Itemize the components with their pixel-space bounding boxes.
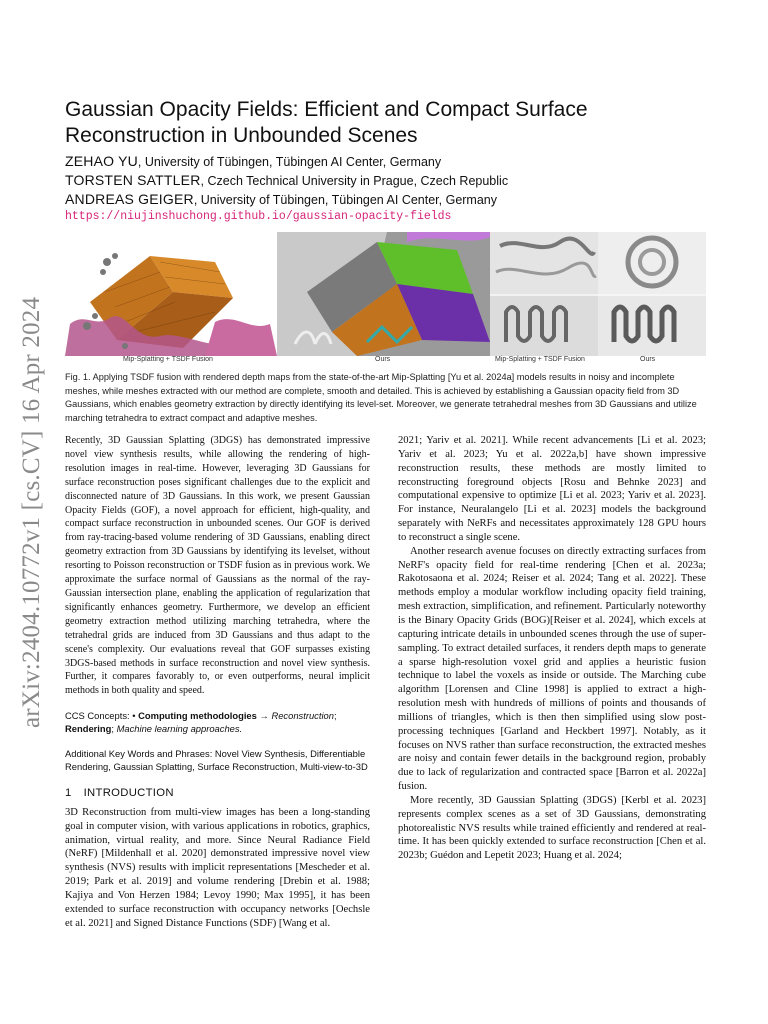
author-affiliation: , University of Tübingen, Tübingen AI Center, Germany bbox=[193, 193, 498, 207]
section-title: INTRODUCTION bbox=[83, 787, 174, 800]
ccs-concepts bbox=[65, 709, 370, 735]
ccs-term: Computing methodologies bbox=[138, 710, 257, 722]
figure-caption: Fig. 1. Applying TSDF fusion with rendered depth maps from the state-of-the-art Mip-Splatting [Yu et al. 2024a] models results in noisy and incomplete meshes, while meshes extracted with our method are complete, smooth and detailed. This is achieved by establishing a Gaussian opacity field from 3D Gaussians, which enables geometry extraction by directly identifying its level-set. Moreover, we generate tetrahedral meshes from 3D Gaussians and utilize marching tetrahedra to extract compact and adaptive meshes. bbox=[65, 372, 697, 423]
teaser-figure bbox=[65, 232, 706, 367]
teaser-label: Ours bbox=[375, 356, 391, 363]
section-heading bbox=[65, 787, 370, 801]
ccs-term: Rendering bbox=[65, 723, 112, 735]
project-url-link[interactable]: https://niujinshuchong.github.io/gaussian-opacity-fields bbox=[65, 210, 452, 223]
section-number: 1 bbox=[65, 787, 72, 800]
author-line bbox=[65, 171, 705, 190]
body-paragraph: Another research avenue focuses on directly extracting surfaces from NeRF's opacity field for real-time rendering [Chen et al. 2023a; Rakotosaona et al. 2024; Reiser et al. 2024; Tang et al. 2022]. These methods employ a modular workflow including opacity field training, mesh extraction, simplification, and refinement. Particularly noteworthy is the Binary Opacity Grids (BOG)[Reiser et al. 2024], which excels at capturing intricate details in unbounded scenes through the use of super-sampling. To extract detailed surfaces, it renders depth maps to generate a sparse high-resolution voxel grid and applies a heuristic fusion technique to label the voxels as inside or outside. The Marching cube algorithm [Lorensen and Cline 1998] is applied to extract a high-resolution mesh with hundreds of millions of points and thousands of millions of triangles, which is then then simplified using slow post-processing techniques [Garland and Heckbert 1997]. Notably, as it focuses on NVS rather than surface reconstruction, the extracted meshes are noisy and contain fewer details in the background region, probably due to lack of regularization and contracted space [Barron et al. 2022a] fusion. bbox=[398, 545, 706, 793]
author-affiliation: , University of Tübingen, Tübingen AI Center, Germany bbox=[137, 155, 442, 169]
arxiv-stamp: arXiv:2404.10772v1 [cs.CV] 16 Apr 2024 bbox=[18, 296, 45, 728]
author-name: ANDREAS GEIGER bbox=[65, 191, 194, 207]
author-name: TORSTEN SATTLER bbox=[65, 172, 201, 188]
teaser-panel-house-ours bbox=[277, 232, 490, 356]
teaser-label: Mip-Splatting + TSDF Fusion bbox=[495, 356, 585, 363]
ccs-arrow: → bbox=[256, 710, 272, 722]
ccs-separator: ; bbox=[333, 710, 337, 722]
intro-paragraph: 3D Reconstruction from multi-view images has been a long-standing goal in computer vision, with various applications in robotics, graphics, animation, virtual reality, and more. Since Neural Radiance Field (NeRF) [Mildenhall et al. 2020] demonstrated impressive novel view synthesis (NVS) results with implicit representations [Mescheder et al. 2019; Park et al. 2019] and volume rendering [Drebin et al. 1988; Kajiya and Von Herzen 1984; Levoy 1990; Max 1995], it has been extended to surface reconstruction with occupancy networks [Oechsle et al. 2021] and Signed Distance Functions (SDF) [Wang et al. bbox=[65, 806, 370, 929]
teaser-label: Mip-Splatting + TSDF Fusion bbox=[123, 356, 213, 363]
author-name: ZEHAO YU bbox=[65, 153, 138, 169]
ccs-subterm: Reconstruction bbox=[271, 710, 334, 722]
ccs-subterm: Machine learning approaches. bbox=[116, 723, 243, 735]
right-column bbox=[398, 434, 706, 863]
teaser-panel-detail-tsdf bbox=[490, 232, 598, 356]
left-column bbox=[65, 434, 370, 931]
author-line bbox=[65, 190, 705, 209]
body-paragraph: 2021; Yariv et al. 2021]. While recent advancements [Li et al. 2023; Yariv et al. 2023; Yu et al. 2022a,b] have shown impressive reconstruction results, these methods are mostly limited to reconstructing foreground objects [Rosu and Behnke 2023] and computational expensive to optimize [Li et al. 2023; Yariv et al. 2023]. For instance, Neuralangelo [Li et al. 2023] models the background separately with NeRFs and necessitates approximately 128 GPU hours to reconstruct a single scene. bbox=[398, 435, 706, 543]
teaser-panel-house-tsdf bbox=[65, 232, 277, 356]
teaser-panel-detail-ours bbox=[598, 232, 706, 356]
teaser-label: Ours bbox=[640, 356, 656, 363]
author-affiliation: , Czech Technical University in Prague, Czech Republic bbox=[200, 174, 509, 188]
ccs-separator: ; bbox=[111, 723, 117, 735]
keywords: Additional Key Words and Phrases: Novel View Synthesis, Differentiable Rendering, Gaussian Splatting, Surface Reconstruction, Multi-view-to-3D bbox=[65, 747, 368, 772]
author-line bbox=[65, 152, 705, 171]
ccs-prefix: CCS Concepts: • bbox=[65, 710, 139, 722]
body-paragraph: More recently, 3D Gaussian Splatting (3DGS) [Kerbl et al. 2023] represents complex scenes as a set of 3D Gaussians, demonstrating photorealistic NVS results while trained efficiently and rendered at real-time. It has been quickly extended to surface reconstruction [Chen et al. 2023b; Guédon and Lepetit 2023; Huang et al. 2024; bbox=[398, 794, 706, 862]
abstract: Recently, 3D Gaussian Splatting (3DGS) has demonstrated impressive novel view synthesis results, while allowing the rendering of high-resolution images in real-time. However, leveraging 3D Gaussians for surface reconstruction poses significant challenges due to the explicit and disconnected nature of 3D Gaussians. In this work, we present Gaussian Opacity Fields (GOF), a novel approach for efficient, high-quality, and compact surface reconstruction in unbounded scenes. Our GOF is derived from ray-tracing-based volume rendering of 3D Gaussians, enabling direct geometry extraction from 3D Gaussians by identifying its levelset, without resorting to Poisson reconstruction or TSDF fusion as in previous work. We approximate the surface normal of Gaussians as the normal of the ray-Gaussian intersection plane, enabling the application of regularization that significantly enhances geometry. Furthermore, we develop an efficient geometry extraction method utilizing marching tetrahedra, where the tetrahedral grids are induced from 3D Gaussians and thus adapt to the scene's complexity. Our evaluations reveal that GOF surpasses existing 3DGS-based methods in surface reconstruction and novel view synthesis. Further, it compares favorably to, or even outperforms, neural implicit methods in both quality and speed. bbox=[65, 435, 370, 697]
author-list bbox=[65, 152, 705, 209]
paper-title: Gaussian Opacity Fields: Efficient and Compact Surface Reconstruction in Unbounded Scenes bbox=[65, 98, 588, 147]
